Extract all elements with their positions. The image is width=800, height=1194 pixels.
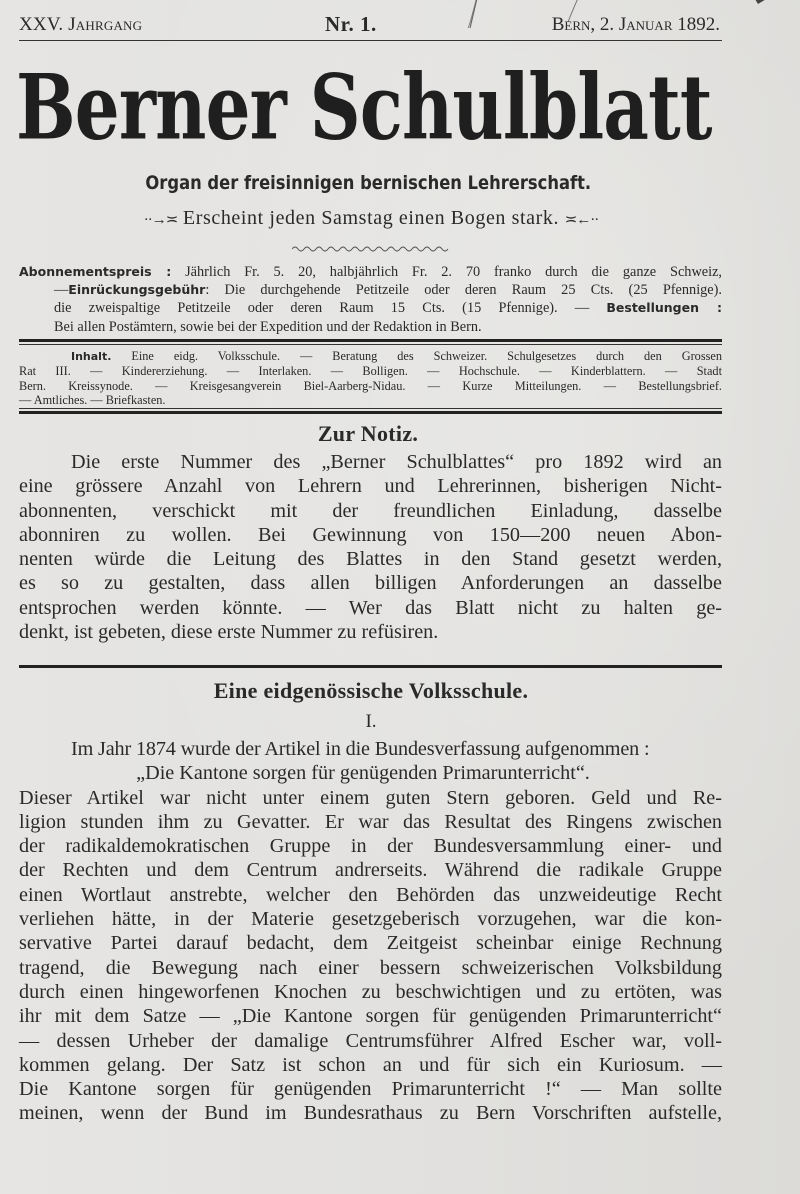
text-line: servative Partei darauf bedacht, dem Zeitgeist scheinbar einige Rechnung bbox=[19, 932, 722, 955]
text-line: verliehen hätte, in der Materie gesetzgeberisch vorzugehen, war die kon- bbox=[19, 908, 722, 931]
text-line: Im Jahr 1874 wurde der Artikel in die Bundesverfassung aufgenommen : bbox=[71, 738, 650, 760]
wavy-divider-icon bbox=[292, 245, 450, 253]
subscription-info bbox=[19, 263, 722, 336]
quote-line: „Die Kantone sorgen für genügenden Primarunterricht“. bbox=[136, 762, 590, 785]
article-body bbox=[19, 737, 722, 1126]
text-line: kommen gelang. Der Satz ist schon an und für sich ein Kuriosum. — bbox=[19, 1053, 722, 1076]
volume-label: XXV. Jahrgang bbox=[19, 14, 143, 35]
ornament-right-icon: ≍←·· bbox=[564, 212, 599, 228]
issue-number: Nr. 1. bbox=[325, 12, 377, 36]
contents-line: — Amtliches. — Briefkasten. bbox=[19, 392, 166, 407]
text-line: — dessen Urheber der damalige Centrumsführer Alfred Escher war, voll- bbox=[19, 1029, 722, 1052]
contents-line: Rat III. — Kindererziehung. — Interlaken. — Bolligen. — Hochschule. — Kinderblattern. — Stadt bbox=[19, 364, 722, 379]
text-line: entsprochen werden könnte. — Wer das Blatt nicht zu halten ge- bbox=[19, 596, 722, 619]
divider-rule-thin bbox=[19, 344, 722, 345]
orders-text: Bei allen Postämtern, sowie bei der Expedition und der Redaktion in Bern. bbox=[54, 318, 482, 335]
insertion-fee-text: : Die durchgehende Petitzeile oder deren Raum 25 Cts. (25 Pfennige). bbox=[205, 282, 722, 299]
divider-rule-thin bbox=[19, 408, 722, 409]
text-line: einen Wortlaut anstrebte, welcher den Behörden das unzweideutige Recht bbox=[19, 883, 722, 906]
text-line: der Rechten und dem Centrum andrerseits. Während die radikale Gruppe bbox=[19, 859, 722, 882]
contents-line: Eine eidg. Volksschule. — Beratung des Schweizer. Schulgesetzes durch den Grossen bbox=[131, 349, 723, 363]
divider-rule bbox=[19, 411, 722, 414]
subscription-price-text: Jährlich Fr. 5. 20, halbjährlich Fr. 2. 70 franko durch die ganze Schweiz, bbox=[185, 264, 723, 280]
table-of-contents bbox=[19, 349, 722, 407]
text-line: es so zu gestalten, dass allen billigen Anforderungen an dasselbe bbox=[19, 572, 722, 595]
article-heading: Eine eidgenössische Volksschule. bbox=[213, 678, 529, 703]
notice-heading: Zur Notiz. bbox=[317, 421, 419, 446]
text-line: eine grössere Anzahl von Lehrern und Lehrerinnen, bisherigen Nicht- bbox=[19, 475, 722, 498]
dash: — bbox=[54, 282, 69, 299]
contents-label: Inhalt. bbox=[71, 350, 112, 363]
text-line: Die Kantone sorgen für genügenden Primarunterricht !“ — Man sollte bbox=[19, 1078, 722, 1101]
masthead-topline bbox=[19, 10, 722, 41]
ornament-left-icon: ··→≍ bbox=[143, 212, 178, 228]
text-line: nenten würde die Leitung des Blattes in den Stand gesetzt werden, bbox=[19, 548, 722, 571]
text-line: Die erste Nummer des „Berner Schulblattes“ pro 1892 wird an bbox=[71, 451, 722, 473]
divider-rule bbox=[19, 339, 722, 342]
contents-line: Bern. Kreissynode. — Kreisgesangverein Biel-Aarberg-Nidau. — Kurze Mitteilungen. — Bestellungsbrief. bbox=[19, 378, 722, 393]
notice-body bbox=[19, 450, 722, 644]
text-line: meinen, wenn der Bund im Bundesrathaus zu Bern Vorschriften aufstelle, bbox=[19, 1102, 722, 1125]
text-line: tragend, die Bewegung nach einer bessern schweizerischen Volksbildung bbox=[19, 956, 722, 979]
text-line: der radikaldemokratischen Gruppe in der Bundesversammlung einer- und bbox=[19, 835, 722, 858]
text-line: abonniren zu wollen. Bei Gewinnung von 150—200 neuen Abon- bbox=[19, 523, 722, 546]
issue-date: Bern, 2. Januar 1892. bbox=[551, 14, 720, 35]
orders-label: Bestellungen : bbox=[606, 300, 722, 316]
text-line: ligion stunden ihm zu Gevatter. Er war das Resultat des Ringens zwischen bbox=[19, 810, 722, 833]
divider-rule bbox=[19, 665, 722, 668]
text-line: denkt, ist gebeten, diese erste Nummer zu refüsiren. bbox=[19, 621, 439, 644]
newspaper-subtitle: Organ der freisinnigen bernischen Lehrerschaft. bbox=[145, 172, 592, 194]
article-section-number: I. bbox=[365, 711, 377, 732]
text-line: durch einen hingeworfenen Knochen zu beschwichtigen und zu ertöten, was bbox=[19, 980, 722, 1003]
text-line: ihr mit dem Satze — „Die Kantone sorgen für genügenden Primarunterricht“ bbox=[19, 1005, 722, 1028]
text-line: abonnenten, verschickt mit der freundlichen Einladung, dasselbe bbox=[19, 499, 722, 522]
text-line: Dieser Artikel war nicht unter einem guten Stern geboren. Geld und Re- bbox=[19, 786, 722, 809]
publication-frequency bbox=[0, 207, 800, 230]
newspaper-title: Berner Schulblatt bbox=[16, 55, 712, 161]
insertion-fee-label: Einrückungsgebühr bbox=[68, 282, 206, 298]
insertion-fee-text-2: die zweispaltige Petitzeile oder deren Raum 15 Cts. (15 Pfennige). — bbox=[54, 300, 590, 317]
subscription-price-label: Abonnementspreis : bbox=[19, 264, 172, 279]
tagline-text: Erscheint jeden Samstag einen Bogen stark. bbox=[182, 207, 560, 229]
